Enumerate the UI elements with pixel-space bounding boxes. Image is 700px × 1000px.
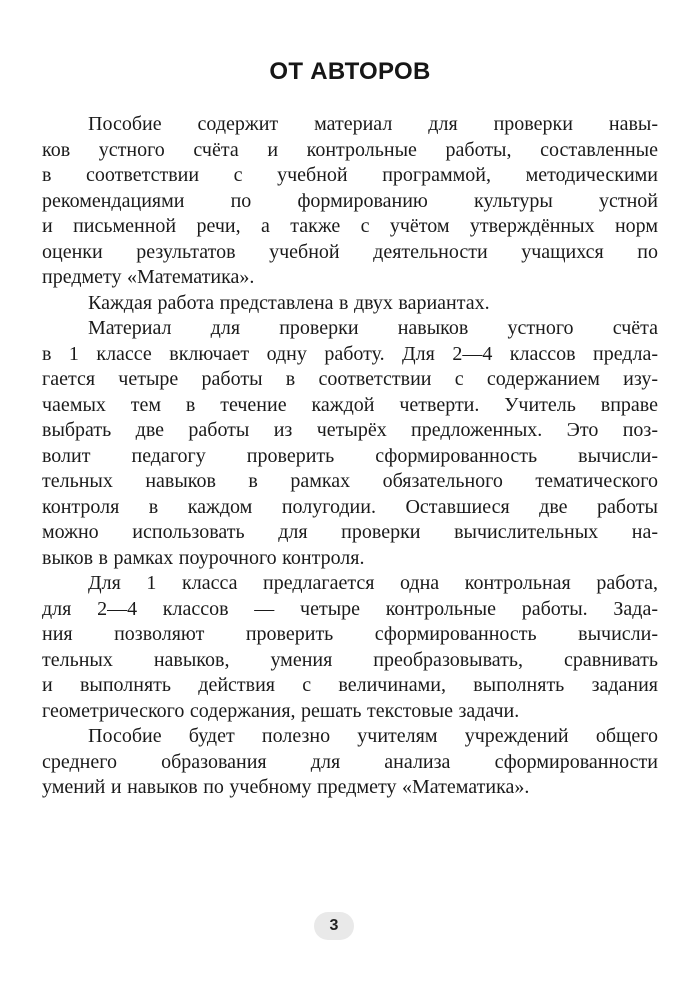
text-line: контроля в каждом полугодии. Оставшиеся две работы xyxy=(42,495,658,518)
text-line: ния позволяют проверить сформированность вычисли- xyxy=(42,623,658,645)
text-line: в соответствии с учебной программой, методическими xyxy=(42,164,658,186)
text-line: Каждая работа представлена в двух вариантах. xyxy=(88,291,490,314)
text-line: Материал для проверки навыков устного счёта xyxy=(88,317,658,339)
page-number: 3 xyxy=(329,917,339,934)
text-line: можно использовать для проверки вычислительных на- xyxy=(42,521,658,543)
text-line: оценки результатов учебной деятельности учащихся по xyxy=(42,240,658,263)
text-line: волит педагогу проверить сформированность вычисли- xyxy=(42,444,658,467)
page-title: ОТ АВТОРОВ xyxy=(269,58,431,85)
text-line: выбрать две работы из четырёх предложенных. Это поз- xyxy=(42,419,658,441)
text-line: и письменной речи, а также с учётом утверждённых норм xyxy=(42,215,658,237)
paragraph xyxy=(42,291,658,317)
text-line: геометрического содержания, решать текстовые задачи. xyxy=(42,699,520,722)
text-line: в 1 классе включает одну работу. Для 2—4 классов предла- xyxy=(42,342,658,365)
text-line: Пособие содержит материал для проверки навы- xyxy=(88,113,658,135)
text-line: среднего образования для анализа сформированности xyxy=(42,750,658,773)
text-line: Для 1 класса предлагается одна контрольная работа, xyxy=(88,572,658,594)
text-line: выков в рамках поурочного контроля. xyxy=(42,546,365,569)
text-line: для 2—4 классов — четыре контрольные работы. Зада- xyxy=(42,597,658,620)
text-line: умений и навыков по учебному предмету «Математика». xyxy=(42,776,530,798)
text-line: предмету «Математика». xyxy=(42,266,255,288)
text-line: и выполнять действия с величинами, выполнять задания xyxy=(42,674,658,696)
body-text xyxy=(42,112,658,801)
paragraph xyxy=(42,112,658,291)
text-line: ков устного счёта и контрольные работы, составленные xyxy=(42,138,658,161)
text-line: Пособие будет полезно учителям учреждений общего xyxy=(88,725,658,747)
text-line: тельных навыков, умения преобразовывать, сравнивать xyxy=(42,648,658,671)
text-line: чаемых тем в течение каждой четверти. Учитель вправе xyxy=(42,393,658,416)
paragraph xyxy=(42,316,658,571)
paragraph xyxy=(42,724,658,801)
text-line: рекомендациями по формированию культуры устной xyxy=(42,189,658,212)
page-number-badge xyxy=(314,912,354,940)
text-line: тельных навыков в рамках обязательного тематического xyxy=(42,470,658,492)
paragraph xyxy=(42,571,658,724)
text-line: гается четыре работы в соответствии с содержанием изу- xyxy=(42,368,658,390)
